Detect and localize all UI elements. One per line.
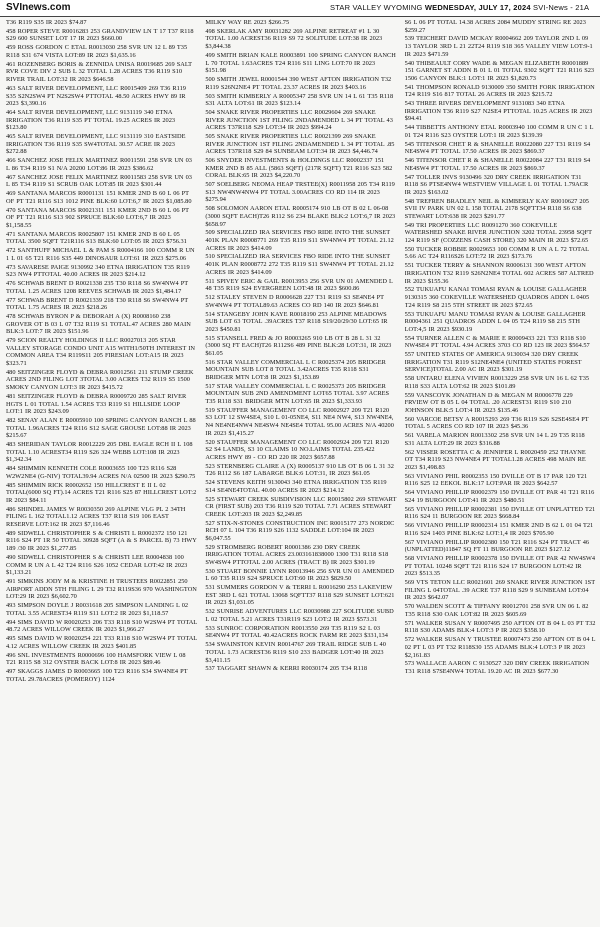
tax-notice-entry: 525 STEWART CREEK SUBDIVISION LLC R0015802 269 STEWART CR (FIRST SUB) 203 T36 R119 S20 TOTAL 7.71 ACRES STEWART CREEK LOT:203 IR 2023 $2,249.85 [205,495,397,518]
tax-notice-entry: 531 SUMMERS GORDON V & TERRI L R0016290 253 LAKEVIEW EST 3RD L 621 TOTAL 13068 SQFTT37 R118 S29 SUNSET LOT:621 IR 2023 $1,031.05 [205,584,395,607]
tax-notice-entry: 565 VIVIANO PHILLIP R0002381 150 DVILLE OT UNPLATTED T21 R116 S24 11 BURGOON RE 2023 $668.84 [404,505,596,521]
tax-notice-entry: 508 SOLOMON AARON ETAL R0005174 910 LB OT B 02 L 06-08 (3000 SQFT EACH)T26 R112 S6 234 BLAKE BLK:2 LOT:6,7 IR 2023 $658.97 [205,205,396,228]
tax-notice-entry: 541 THOMPSON RONALD 9130009 350 SMITH FORK IRRIGATION T24 R119 S16 817 TOTAL 26 ACRES IR 2023 $215.72 [404,83,595,99]
tax-notice-entry: 537 TAGGART SHAWN & KERRI R0030174 205 T34 R118 [205,665,367,673]
tax-notice-entry: 500 SMITH JEWEL R0001544 390 WEST AFTON IRRIGATION T32 R119 S26N2NE4 PT TOTAL 23.37 ACRES IR 2023 $403.16 [205,76,392,91]
tax-notice-entry: 520 STAUFFER MANAGEMENT CO LLC R0002924 209 T21 R120 S2 S4 LANDS, S3 10 CLAIMS 10 NO.LAIMS TOTAL 235.422 ACRES HWY 89 - CO RD 220 IR 2023 $657.88 [205,438,390,461]
tax-notice-entry: 558 UNTARU ELENA VIVIEN R0013229 258 SVR UN 16 L 62 T35 R118 S33 ALTA LOT:62 IR 2023 $101.89 [404,375,590,390]
tax-notice-entry: 524 STEVENS KEITH 9130043 340 ETNA IRRIGATION T35 R119 S14 SE4NE4TOTAL 40.00 ACRES IR 2023 $214.12 [205,479,387,494]
tax-notice-entry: 548 TREFREN BRADLEY NEIL & KIMBERLY KAY R0010627 205 SVII IV PARK UN 02 L 158 TOTAL 2178 SQFTT34 R118 S6 638 STEWART LOT:638 IR 2023 $291.77 [404,197,589,220]
tax-notice-entry: 551 TUCKER TERRY & SHANNON R0006131 390 WEST AFTON IRRIGATION T32 R119 S26N2NE4 TOTAL 602 ACRES 587 ALTRED IR 2023 $155.36 [404,262,594,285]
tax-notice-entry: 479 SCION REALTY HOLDINGS II LLC R0027013 205 STAR VALLEY STORAGE CONDO UNIT A15 WITH1/50TH INTEREST IN COMMON AREA T34 R119S11 205 FIRESIAN LOT:A15 IR 2023 $323.71 [6,337,195,367]
tax-notice-entry: 482 SENAY ALAN E R0005910 100 SPRING CANYON RANCH L 88 TOTAL 1.96ACRES T24 R116 S12 SAGE GROUSE LOT:88 IR 2023 $215.67 [6,417,196,440]
tax-notice-entry: 571 WALKER SUSAN Y R0007495 250 AFTON OT B 04 L 03 PT T32 R118 S30 ADAMS BLK:4 LOT:3 P IR 2023 $358.10 [404,619,596,635]
tax-notice-entry: 463 SALT RIVER DEVELOPMENT, LLC R0015409 269 T36 R119 S35 S2N2SW4 PT N2S2SW4 PTTOTAL 48.50 ACRES HWY 89 IR 2023 $3,390.16 [6,84,186,108]
tax-notice-entry: 471 SANTANA MARCOS R0025807 151 KMER 2ND B 60 L 05 TOTAL 3500 SQFT T21R116 S13 BLK:60 LOT:05 IR 2023 $756.31 [6,230,187,246]
tax-notice-entry: 529 STROMBERG ROBERT R0001386 230 DRY CREEK IRRIGATION TOTAL ACRES 23.003161838000 1300 T31 R118 S18 SW4SW4 PTTOTAL 2.00 ACRES (TRACT B) IR 2023 $301.19 [205,543,389,566]
tax-notice-entry: 543 THREE RIVERS DEVELOPMENT 9131083 340 ETNA IRRIGATION T36 R119 S27 N2SE4 PTTOTAL 10.25 ACRES IR 2023 $94.41 [404,100,593,123]
tax-notice-entry: 477 SCHWAB BRENT D R0021339 218 T30 R118 S6 SW4NW4 PT TOTAL 1.75 ACRES IR 2023 $218.26 [6,296,189,312]
tax-notice-entry: 464 SALT RIVER DEVELOPMENT, LLC 9131119 340 ETNA IRRIGATION T36 R119 S35 PT TOTAL 19.25 ACRES IR 2023 $123.80 [6,109,176,132]
tax-notice-entry: 532 SUNRISE ADVENTURES LLC R0030988 227 SOLITUDE SUBD L 02 TOTAL 5.21 ACRES T31R119 S23 LOT:2 IR 2023 $573.31 [205,608,394,623]
column-1 [6,19,197,923]
tax-notice-entry: 557 UNITED STATES OF AMERICA 9130034 320 DRY CREEK IRRIGATION T31 R119 S12NE4NE4 (UNITED STATES FOREST SERVICE)TOTAL 2.00 AC IR 2023 $301.19 [404,351,582,374]
tax-notice-entry: 495 SIMS DAVID W R0020254 221 T33 R118 S10 W2SW4 PT TOTAL 4.12 ACRES WILLOW CREEK IR 2023 $401.85 [6,635,197,650]
tax-notice-entry: 494 SIMS DAVID W R0020253 206 T33 R118 S10 W2SW4 PT TOTAL 48.72 ACRES WILLOW CREEK IR 2023 $1,966.27 [6,618,197,634]
tax-notice-entry: 498 SKERLAK AMY R0031282 269 ALPINE RETREAT #1 L 30 TOTAL 1.00 ACREST36 R119 S9 72 SOLITUDE LOT:38 IR 2023 $3,844.38 [205,27,383,51]
tax-notice-entry: 562 VISSER ROSETTA C & JENNIFER L R0020459 252 THAYNE OT T34 R119 S23 NW4NE4 PT TOTAL1.28 ACRES 498 MAIN RE 2023 $1,498.83 [404,448,586,471]
tax-notice-entry: 544 TIBBETTS ANTHONY ETAL R0003940 100 COMM R UN C 1 L 01 T24 R116 S23 OYSTER LOT:1 IR 2023 $139.39 [404,124,594,139]
tax-notice-entry: 478 SCHWAB BYRON P & DEBORAH A (X) R0008160 238 GROVER OT B 03 L 07 T32 R119 S1 TOTAL.47 ACRES 280 MAIN BLK:3 LOT:7 IR 2023 $151.96 [6,313,191,336]
tax-notice-entry: 491 SIMKINS JODY M & KRISTINE H TRUSTEES R0022851 250 AIRPORT ADDN 5TH FILING L 29 T32 R119S36 970 WASHINGTON LOT:29 IR 2023 $6,602.70 [6,577,197,601]
tax-notice-entry: 514 STANGEBY JOHN KAYE R0018190 253 ALPINE MEADOWS SUB LOT 63 TOTAL .39ACRES T37 R118 S19/20/29/30 LOT:65 IR 2023 $450.81 [205,310,388,333]
tax-notice-entry: 553 TUKUAFU MANU TOMASI RYAN & LOUISE GALLAGHER R0004361 251 QUADROS ADDN L 04 05 T24 R119 S8 215 5TH LOT:4,5 IR 2023 $930.19 [404,310,586,333]
tax-notice-entry: 554 TURNER ALLEN C & MARIE E R0009433 221 T33 R118 S10 NW4SE4 PT TOTAL 4.94 ACRES 3703 CO RD 123 IR 2023 $564.57 [404,334,590,350]
tax-notice-entry: 507 SOELBERG NEOMA HEAP TRSTEE(X) R0011958 205 T34 R119 S13 NW4NW4NW4 PT TOTAL 3.00ACRES CO RD 114 IR 2023 $275.94 [205,181,395,204]
tax-notice-entry: 570 WALDEN SCOTT & TIFFANY R0012701 258 SVR UN 06 L 82 T35 R118 S30 OAK LOT:82 IR 2023 $605.69 [404,603,589,618]
legal-notice-columns [6,19,596,923]
tax-notice-entry: 490 SIDWELL CHRISTOPHER S & CHRISTI LEE R0004838 100 COMM R UN A L 42 T24 R116 S26 1052 CEDAR LOT:42 IR 2023 $1,133.21 [6,553,188,577]
tax-notice-entry: 505 SNAKE RIVER PROPERTIES LLC R0021399 269 SNAKE RIVER JUNCTION 1ST FILING 2NDAMENDED L 34 PT TOTAL .85 ACRES T37R118 S29 84 SUNBEAM LOT:34 IR 2023 $4,446.74 [205,133,395,156]
tax-notice-entry: 572 WALKER SUSAN Y TRUSTEE R0007473 250 AFTON OT B 04 L 02 PT L 03 PT T32 R118S30 155 ADAMS BLK:4 LOT:3 P IR 2023 $2,161.83 [404,636,596,659]
tax-notice-entry: 466 SANCHEZ JOSE FELIX MARTINEZ R0011591 258 SVR UN 03 L 86 T34 R119 S1 N/A 20200 LOT:86 IR 2023 $386.62 [6,157,192,172]
tax-notice-entry: 534 SWAINSTON KEVIN R0014767 269 TRAIL RIDGE SUB L 40 TOTAL 1.73 ACREST36 R119 S10 233 BADGER LOT:40 IR 2023 $3,411.15 [205,641,386,664]
tax-notice-entry: 563 VIVIANO PHIL R0002353 150 DVILLE OT B 17 PAR 120 T21 R116 S25 12 EEKOL BLK:17 LOT:PAR IR 2023 $642.57 [404,472,588,488]
column-3 [405,19,596,923]
tax-notice-entry: 483 SHERIDAN TAYLOR R0012229 205 DBL EAGLE RCH II L 108 TOTAL 1.10 ACREST34 R119 S26 324 WEBB LOT:108 IR 2023 $1,342.34 [6,441,193,464]
tax-notice-entry: S6 L 06 PT TOTAL 14.38 ACRES 2084 MUDDY STRING RE 2023 $259.27 [404,19,586,34]
publication-line [330,3,589,12]
tax-notice-entry: 493 SIMPSON DOYLE J R0031618 205 SIMPSON LANDING L 02 TOTAL 3.55 ACREST34 R119 S11 LOT:2 IR 2023 $1,118.57 [6,602,189,617]
tax-notice-entry: 470 SANTANA MARCOS R0021311 151 KMER 2ND B 60 L 06 PT OF PT T21 R116 S13 902 SPRUCE BLK:60 LOT:6,7 IR 2023 $1,158.55 [6,206,189,229]
tax-notice-entry: 465 SALT RIVER DEVELOPMENT, LLC 9131119 310 EASTSIDE IRRIGATION T36 R119 S35 SW4TOTAL 30.57 ACRE IR 2023 $272.88 [6,133,186,156]
tax-notice-entry: 566 VIVIANO PHILLIP R0002314 151 KMER 2ND B 62 L 01 04 T21 R116 S24 1403 PINE BLK:62 LOT:1,4 IR 2023 $705.90 [404,522,594,537]
tax-notice-entry: 559 VANSCOYK JONATHAN D & MEGAN M R0006778 229 FRVIEW OT B 05 L 04 TOTAL .20 ACREST31 R119 S10 210 JOHNSON BLK:5 LOT:4 IR 2023 $135.46 [404,391,573,414]
tax-notice-entry: 547 TOLLER INVS 9130496 320 DRY CREEK IRRIGATION T31 R118 S6 PTSE4NW4 WESTVIEW VILLAGE L 01 TOTAL 1.79ACR IR 2023 $163.02 [404,173,589,196]
tax-notice-entry: T36 R119 S35 IR 2023 $74.87 [6,19,87,26]
tax-notice-entry: 564 VIVIANO PHILLIP R0002379 150 DVILLE OT PAR 41 T21 R116 S24 19 BURGOON LOT:41 IR 2023 $480.51 [404,489,595,504]
tax-notice-entry: 515 STANSELL FRED & JO R0003265 910 LB OT B 28 L 31 32 (3000 SQ FT EACH)T26 R112S6 489 PINE BLK:28 LOT:31, IR 2023 $61.05 [205,334,392,357]
tax-notice-entry: 506 SNYDER INVESTMENTS & HOLDINGS LLC R0002337 151 KMER 2ND B 85 ALL (5863 SQFT) (217R SQFT) T21 R116 S23 582 CORAL BLK:65 IR 2023 $4,220.70 [205,157,393,180]
site-name: SVInews.com [6,2,71,13]
tax-notice-entry: 511 SPIVEY ERIC & GAIL R0013953 256 SVR UN 01 AMENDED L 48 T35 R119 S24 EVERGREEN LOT:48 IR 2023 $600.86 [205,277,393,293]
tax-notice-entry: 504 SNAKE RIVER PROPERTIES LLC R0029604 269 SNAKE RIVER JUNCTION 1ST FILING 2NDAMENDED L 34 PT TOTAL 43 ACRES T37R118 S29 LOT:34 IR 2023 $994.24 [205,109,393,132]
tax-notice-entry: 523 STERNBERG CLAIRE A (X) R0005137 910 LB OT B 06 L 31 32 T26 R112 S6 187 LABARGE BLK:6 LOT:31, IR 2023 $61.05 [205,462,394,478]
tax-notice-entry: 509 SPECIALIZED IRA SERVICES FBO RIDE INTO THE SUNSET 401K PLAN R0008771 269 T35 R119 S11 SW4NW4 PT TOTAL 21.12 ACRES IR 2023 $414.09 [205,229,394,252]
tax-notice-entry: 510 SPECIALIZED IRA SERVICES FBO RIDE INTO THE SUNSET 401K PLAN R0008772 272 T35 R119 S11 SW4NW4 PT TOTAL 21.12 ACRES IR 2023 $414.09 [205,253,394,276]
tax-notice-entry: 567 VIVIANO PHILLIP R0002380 150 T21 R116 S24 PT TRACT 46 (UNPLATTED)11847 SQ FT 11 BURGOON RE 2023 $127.12 [404,538,590,554]
tax-notice-entry: 530 STUART BONNIE LYNN R0013946 256 SVR UN 01 AMENDED L 60 T35 R119 S24 SPRUCE LOT:60 IR 2023 $829.50 [205,567,394,583]
tax-notice-entry: 512 STALEY STEVEN D R0006628 227 T31 R119 S3 SE4NE4 PT SW4NW4 PT TOTAL89.63 ACRES CO RD 140 IR 2023 $646.81 [205,294,384,309]
tax-notice-entry: 546 TITENSOR CHET R & SHANELLE R0022084 227 T31 R119 S4 NE4SW4 PT TOTAL 17.50 ACRES IR 2023 $869.37 [404,157,591,172]
tax-notice-entry: 568 VIVIANO PHILLIP R0002378 150 DVILLE OT PAR 42 NW4SW4 PT TOTAL 10248 SQFT T21 R116 S24 17 BURGOON LOT:42 IR 2023 $513.35 [404,555,596,578]
tax-notice-entry: 458 ROPER STEVE R0016283 253 GRANDVIEW LN T 17 T37 R118 S29 600 SUNSET LOT 17 IR 2023 $660.00 [6,27,194,43]
tax-notice-entry: 476 SCHWAB BRENT D R0021338 235 T30 R118 S6 SW4NW4 PT TOTAL 1.25 ACRES 1208 REEVES SCHWAB IR 2023 $1,484.17 [6,280,189,295]
tax-notice-entry: 485 SHIMMIN RICK R0002652 150 HILLCREST E II L 02 TOTAL(6000 SQ FT).14 ACRES T21 R116 S25 87 HILLCREST LOT:2 IR 2023 $84.11 [6,481,197,504]
tax-notice-entry: 486 SHINDEL JAMES W R0030350 269 ALPINE VLG PL 2 34TH FILING L 162 TOTAL1.12 ACRES T37 R118 S19 106 EAST RESERVE LOT:162 IR 2023 $7,116.46 [6,505,186,528]
tax-notice-entry: 473 SAVARESE PAIGE 9130992 340 ETNA IRRIGATION T35 R119 S23 NW4 PTTOTAL 40.00 ACRES IR 2023 $214.12 [6,263,190,279]
tax-notice-entry: 497 SKAGGS JAMES D R0003665 100 T23 R116 S34 SW4NE4 PT TOTAL 29.78ACRES (POMEROY) 1124 [6,668,188,683]
tax-notice-entry: 461 ROZENBERG BORIS & ZENNIDA UNISA R0019685 269 SALT RVR COVE DIV 2 SUB L 32 TOTAL 1.28 ACRES T36 R119 S10 RIVER TRAIL LOT:32 IR 2023 $646.58 [6,60,192,84]
tax-notice-entry: 533 SUNROC CORPORATION R0013550 269 T35 R119 S2 L 03 SE4NW4 PT TOTAL 40.42ACRES ROCK FARM RE 2023 $331,134 [205,624,388,640]
tax-notice-entry: 540 THIBEAULT CORY WADE & MEGAN ELIZABETH R0001889 151 GARNET ST ADDN B 01 L 01 TOTAL 9302 SQFT T21 R116 S23 1506 CANYON BLK:1 LOT:1 IR 2023 $1,820.73 [404,59,595,82]
tax-notice-entry: 569 VTS TETON LLC R0021601 269 SNAKE RIVER JUNCTION 1ST FILING L 04TOTAL .39 ACRE T37 R118 S29 9 SUNBEAM LOT:04 IR 2023 $642.07 [404,579,595,602]
tax-notice-entry: 527 STIX-N-STONES CONSTRUCTION INC R0015177 273 NORDIC RCH 07 L 104 T36 R119 S26 1132 SADDLE LOT:104 IR 2023 $6,047.55 [205,519,395,542]
tax-notice-entry: 481 SEITZINGER FLOYD & DEBRA R0009720 285 SALT RIVER HGTS L 01 TOTAL 1.54 ACRES T33 R119 S1 HILLSIDE LOOP LOT:1 IR 2023 $243.09 [6,392,187,416]
tax-notice-entry: 550 TUCKER ROBBIE R0029653 100 COMM R UN A L 72 TOTAL 5.66 AC T24 R116S26 LOT:72 IR 2023 $173.76 [404,245,589,261]
tax-notice-entry: 459 ROSS GORDON C ETAL R0013030 258 SVR UN 12 L 89 T35 R118 S31 674 VISTA LOT:89 IR 2023 $1,635.16 [6,44,188,59]
tax-notice-entry: 484 SHIMMIN KENNETH COLE R0003655 100 T23 R116 S28 W2W2NE4 (G-NIV) TOTAL39.94 ACRES N/A 02500 IR 2023 $290.75 [6,465,196,480]
column-2 [205,19,396,923]
tax-notice-entry: 561 VARELA MARION R0013302 258 SVR UN 14 L 29 T35 R118 S31 ALTA LOT:29 IR 2023 $316.88 [404,432,585,447]
tax-notice-entry: 489 SIDWELL CHRISTOPHER S & CHRISTI L R0002372 150 121 R116 S24 PT 1R 50 TOTAL 30928 SQFT (A & S PARCEL B) 73 HWY 189 /30 IR 2023 $1,277.85 [6,529,197,553]
tax-notice-entry: 496 SNL INVESTMENTS R0000696 100 HAMSFORK VIEW L 08 T21 R115 S8 312 OYSTER BACK LOT:8 IR 2023 $89.46 [6,651,186,667]
tax-notice-entry: MILKY WAY RE 2023 $266.75 [205,19,290,26]
page-header [0,0,600,17]
tax-notice-entry: 499 SMITH BRIAN KALE R0003891 100 SPRING CANYON RANCH L 70 TOTAL 1.63ACRES T24 R116 S11 LING LOT:70 IR 2023 $151.98 [205,51,396,75]
tax-notice-entry: 472 SANTHUFF MICHAEL L & PAM S R0004166 100 COMM R UN 1 L 01 65 T21 R116 S35 449 DINOSAUR LOT:61 IR 2023 $275.06 [6,247,195,262]
tax-notice-entry: 545 TITENSOR CHET R & SHANELLE R0022080 227 T31 R119 S4 NE4SW4 PT TOTAL 17.50 ACRES IR 2023 $869.37 [404,140,591,156]
tax-notice-entry: 469 SANTANA MARCOS R0001131 151 KMER 2ND B 60 L 06 PT OF PT T21 R116 S13 1012 PINE BLK:60 LOT:6,7 IR 2023 $1,085.80 [6,190,192,205]
tax-notice-entry: 480 SEITZINGER FLOYD & DEBRA R0012561 211 STUMP CREEK ACRES 2ND FILING LOT 3TOTAL 3.00 ACRES T32 R119 S5 1500 SMOKY CANYON LOT:3 IR 2023 $415.72 [6,368,194,392]
tax-notice-entry: 549 TRI PROPERTIES LLC R0091270 360 COKEVILLE WATERSHED SNAKE RIVER JUNCTION 3202 TOTAL 23958 SQFT 124 R119 SF (COZZENS CASH STORE) 320 MAIN IR 2023 $72.65 [404,221,592,244]
tax-notice-entry: 467 SANCHEZ JOSE FELIX MARTINEZ R0011583 258 SVR UN 03 L 85 T34 R119 S1 SCRUB OAK LOT:85 IR 2023 $301.44 [6,173,192,189]
page-number: SVI-News - 21A [533,3,590,12]
tax-notice-entry: 516 STAR VALLEY COMMERCIAL L C R0025374 205 BRIDGER MOUNTAIN SUB LOT 8 TOTAL 3.42ACRES T35 R118 S31 BRIDGER MTN LOT:8 IR 2023 $1,153.89 [205,358,386,381]
tax-notice-entry: 573 WALLACE AARON C 9130527 320 DRY CREEK IRRIGATION T31 R118 S7SE4NW4 TOTAL 19.20 AC IR 2023 $677.30 [404,660,590,675]
tax-notice-entry: 503 SMITH KIMBERLY A R0005347 258 SVR UN 14 L 61 T35 R118 S31 ALTA LOT:61 IR 2023 $123.14 [205,92,394,108]
tax-notice-entry: 560 VARCOE BETSY A R0015293 269 T36 R119 S26 S2SE4SE4 PT TOTAL 5 ACRES CO RD 107 IR 2023 $45.36 [404,415,589,431]
publication-name: STAR VALLEY WYOMING [330,3,423,12]
tax-notice-entry: 539 TEICHERT DAVID MCKAY R0004662 209 TAYLOR 2ND L 09 13 TAYLOR 3RD L 21 22T24 R119 S18 365 VALLEY VIEW LOT:9-1 IR 2023 $471.59 [404,35,593,58]
tax-notice-entry: 552 TUKUAFU KANAI TOMASI RYAN & LOUISE GALLAGHER 9130315 360 COKEVILLE WATERSHED QUADROS ADDN L 0405 T24 R119 S8 215 5TH STREET IR 2023 $72.65 [404,286,590,309]
issue-date: WEDNESDAY, JULY 17, 2024 [424,3,531,12]
tax-notice-entry: 519 STAUFFER MANAGEMENT CO LLC R0002927 209 T21 R120 S3 LOT 12 SW4SE4, S10 L 01-05NE4, S11 NE4 NW4, S13 NW4NE4, N4 NE4NE4NW4 NE4SW4 NE4SE4 TOTAL 95.00 ACRES N/A 40200 IR 2023 $1,415.27 [205,406,394,437]
tax-notice-entry: 517 STAR VALLEY COMMERCIAL L C R0025373 205 BRIDGER MOUNTAIN SUB 2ND AMENDMENT LOT65 TOTAL 3.97 ACRES T35 R118 S31 BRIDGER MTN LOT:65 IR 2023 $1,333.93 [205,382,390,405]
